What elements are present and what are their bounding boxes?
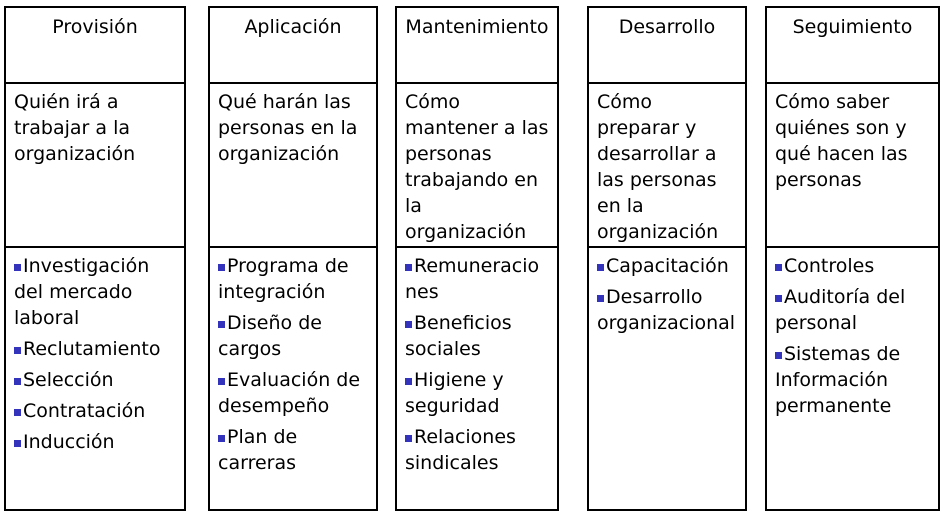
list-item: Higiene y seguridad [405,369,504,417]
square-bullet-icon [597,264,604,271]
list-item: Plan de carreras [218,426,298,474]
column-description: Qué harán las personas en la organización [210,84,376,248]
column-desarrollo [587,6,747,511]
list-item: Relaciones sindicales [405,426,516,474]
list-item: Controles [775,253,930,279]
square-bullet-icon [405,264,412,271]
list-item: Sistemas de Información permanente [775,343,901,417]
square-bullet-icon [14,440,21,447]
column-description: Cómo saber quiénes son y qué hacen las personas [767,84,938,248]
list-item: Capacitación [597,253,737,279]
list-item: Reclutamiento [14,336,176,362]
list-item: Investigación del mercado laboral [14,255,150,329]
square-bullet-icon [218,435,225,442]
item-list [210,248,376,476]
square-bullet-icon [775,295,782,302]
square-bullet-icon [14,347,21,354]
list-item: Desarrollo organizacional [597,286,736,334]
square-bullet-icon [14,264,21,271]
column-aplicacion [208,6,378,511]
column-description: Quién irá a trabajar a la organización [6,84,184,248]
list-item: Auditoría del personal [775,286,906,334]
list-item: Programa de integración [218,255,349,303]
column-title: Desarrollo [589,8,745,84]
list-item: Selección [14,367,176,393]
square-bullet-icon [14,378,21,385]
square-bullet-icon [218,321,225,328]
square-bullet-icon [775,352,782,359]
square-bullet-icon [775,264,782,271]
column-description: Cómo mantener a las personas trabajando en la organización [397,84,557,248]
item-list [6,248,184,455]
list-item: Evaluación de desempeño [218,369,361,417]
item-list [589,248,745,336]
column-title: Aplicación [210,8,376,84]
column-description: Cómo preparar y desarrollar a las personas en la organización [589,84,745,248]
column-title: Seguimiento [767,8,938,84]
square-bullet-icon [597,295,604,302]
list-item: Diseño de cargos [218,312,322,360]
column-title: Mantenimiento [397,8,557,84]
square-bullet-icon [405,378,412,385]
square-bullet-icon [14,409,21,416]
column-seguimiento [765,6,940,511]
column-provision [4,6,186,511]
list-item: Inducción [14,429,176,455]
column-mantenimiento [395,6,559,511]
item-list [397,248,557,476]
list-item: Beneficios sociales [405,312,512,360]
column-title: Provisión [6,8,184,84]
list-item: Remuneraciones [405,255,540,303]
list-item: Contratación [14,398,176,424]
square-bullet-icon [405,435,412,442]
square-bullet-icon [218,378,225,385]
square-bullet-icon [218,264,225,271]
item-list [767,248,938,419]
square-bullet-icon [405,321,412,328]
